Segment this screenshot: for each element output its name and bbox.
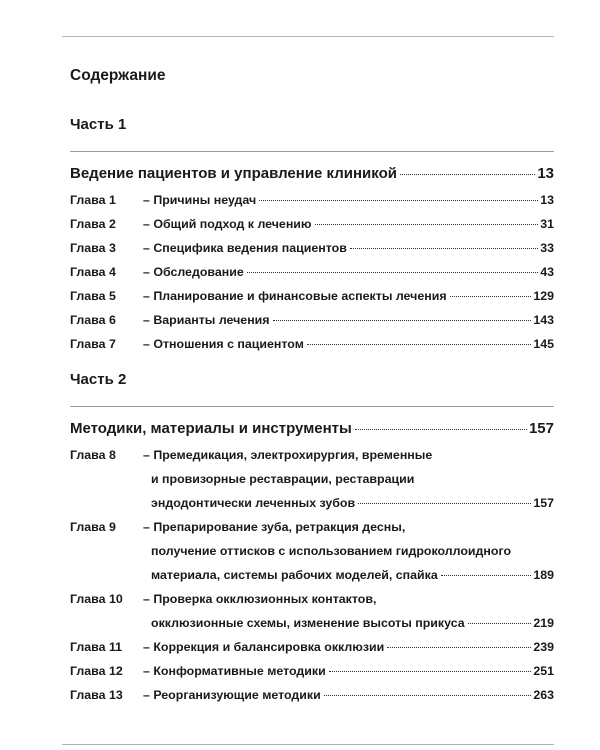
- chapter-title-line: [143, 467, 554, 491]
- part-heading: Часть 2: [70, 371, 127, 388]
- chapter-page-number: 13: [540, 193, 554, 207]
- chapter-title-text: – Планирование и финансовые аспекты лечения: [143, 289, 447, 303]
- chapter-entry: [70, 212, 554, 236]
- chapter-page-number: 239: [533, 640, 554, 654]
- chapter-title-line: [143, 563, 554, 587]
- chapter-body: [143, 188, 554, 212]
- chapter-title-text: получение оттисков с использованием гидроколлоидного: [151, 544, 512, 558]
- chapter-title-text: – Премедикация, электрохирургия, временные: [143, 448, 433, 462]
- dot-leader: [324, 695, 532, 696]
- chapter-title-line: [143, 539, 554, 563]
- dot-leader: [450, 296, 532, 297]
- part-1: [70, 115, 554, 356]
- chapter-title-line: [143, 284, 554, 308]
- dot-leader: [259, 200, 538, 201]
- chapter-entry: [70, 332, 554, 356]
- chapter-label: Глава 9: [70, 520, 116, 534]
- chapter-label: Глава 11: [70, 640, 123, 654]
- chapter-title-line: [143, 236, 554, 260]
- chapter-title-line: [143, 212, 554, 236]
- chapter-label: Глава 2: [70, 217, 116, 231]
- chapter-label: Глава 13: [70, 688, 123, 702]
- part-heading: Часть 1: [70, 116, 127, 133]
- chapter-entry: [70, 308, 554, 332]
- chapter-title-text: окклюзионные схемы, изменение высоты прикуса: [151, 616, 465, 630]
- section-entry: [70, 163, 554, 184]
- chapter-title-text: – Отношения с пациентом: [143, 337, 304, 351]
- section-title: Ведение пациентов и управление клиникой: [70, 165, 397, 182]
- chapter-title-text: и провизорные реставрации, реставрации: [151, 472, 415, 486]
- chapter-entry: [70, 236, 554, 260]
- chapter-entry: [70, 284, 554, 308]
- chapter-title-line: [143, 491, 554, 515]
- chapter-page-number: 129: [533, 289, 554, 303]
- chapter-title-line: [143, 308, 554, 332]
- section-title: Методики, материалы и инструменты: [70, 420, 352, 437]
- chapter-title-line: [143, 635, 554, 659]
- chapter-title-line: [143, 332, 554, 356]
- chapter-title-line: [143, 659, 554, 683]
- chapter-title-line: [143, 188, 554, 212]
- top-rule: [62, 36, 554, 37]
- chapter-title-text: эндодонтически леченных зубов: [151, 496, 356, 510]
- page-title: Содержание: [70, 67, 166, 84]
- chapter-page-number: 263: [533, 688, 554, 702]
- dot-leader: [307, 344, 531, 345]
- chapter-title-text: материала, системы рабочих моделей, спайка: [151, 568, 438, 582]
- chapter-body: [143, 284, 554, 308]
- chapter-page-number: 251: [533, 664, 554, 678]
- chapter-label: Глава 12: [70, 664, 123, 678]
- chapter-title-text: – Специфика ведения пациентов: [143, 241, 347, 255]
- chapter-page-number: 33: [540, 241, 554, 255]
- chapter-page-number: 145: [533, 337, 554, 351]
- chapter-entry: [70, 659, 554, 683]
- chapter-title-line: [143, 683, 554, 707]
- chapter-label: Глава 8: [70, 448, 116, 462]
- chapter-body: [143, 260, 554, 284]
- chapter-label: Глава 1: [70, 193, 116, 207]
- chapter-title-text: – Проверка окклюзионных контактов,: [143, 592, 377, 606]
- dot-leader: [387, 647, 531, 648]
- part-separator: [70, 406, 554, 407]
- chapter-label: Глава 4: [70, 265, 116, 279]
- chapter-entry: [70, 587, 554, 635]
- dot-leader: [468, 623, 532, 624]
- chapter-title-text: – Реорганизующие методики: [143, 688, 321, 702]
- chapter-list: [70, 188, 554, 356]
- chapter-title-text: – Препарирование зуба, ретракция десны,: [143, 520, 406, 534]
- chapter-title-text: – Конформативные методики: [143, 664, 326, 678]
- chapter-label: Глава 3: [70, 241, 116, 255]
- dot-leader: [273, 320, 532, 321]
- chapter-page-number: 31: [540, 217, 554, 231]
- dot-leader: [400, 174, 535, 175]
- chapter-entry: [70, 683, 554, 707]
- section-page-number: 13: [537, 165, 554, 182]
- chapter-title-line: [143, 611, 554, 635]
- chapter-title-line: [143, 260, 554, 284]
- chapter-title-line: [143, 515, 554, 539]
- chapter-entry: [70, 260, 554, 284]
- chapter-body: [143, 308, 554, 332]
- dot-leader: [329, 671, 532, 672]
- chapter-body: [143, 236, 554, 260]
- dot-leader: [358, 503, 531, 504]
- part-separator: [70, 151, 554, 152]
- chapter-title-line: [143, 443, 554, 467]
- chapter-list: [70, 443, 554, 707]
- chapter-page-number: 43: [540, 265, 554, 279]
- chapter-title-text: – Общий подход к лечению: [143, 217, 312, 231]
- chapter-body: [143, 212, 554, 236]
- section-page-number: 157: [528, 420, 554, 437]
- part-2: [70, 370, 554, 707]
- chapter-entry: [70, 635, 554, 659]
- chapter-body: [143, 635, 554, 659]
- dot-leader: [441, 575, 532, 576]
- chapter-title-text: – Коррекция и балансировка окклюзии: [143, 640, 385, 654]
- chapter-page-number: 143: [533, 313, 554, 327]
- chapter-body: [143, 683, 554, 707]
- chapter-label: Глава 7: [70, 337, 116, 351]
- chapter-page-number: 219: [533, 616, 554, 630]
- chapter-label: Глава 5: [70, 289, 116, 303]
- bottom-rule: [62, 744, 554, 745]
- chapter-entry: [70, 515, 554, 587]
- dot-leader: [315, 224, 539, 225]
- chapter-entry: [70, 443, 554, 515]
- section-entry: [70, 418, 554, 439]
- dot-leader: [350, 248, 538, 249]
- chapter-label: Глава 10: [70, 592, 123, 606]
- dot-leader: [355, 429, 527, 430]
- chapter-body: [143, 515, 554, 587]
- chapter-page-number: 157: [533, 496, 554, 510]
- dot-leader: [247, 272, 538, 273]
- chapter-body: [143, 659, 554, 683]
- chapter-body: [143, 587, 554, 635]
- chapter-title-text: – Причины неудач: [143, 193, 257, 207]
- chapter-label: Глава 6: [70, 313, 116, 327]
- chapter-body: [143, 332, 554, 356]
- chapter-title-text: – Обследование: [143, 265, 244, 279]
- chapter-title-text: – Варианты лечения: [143, 313, 270, 327]
- chapter-body: [143, 443, 554, 515]
- chapter-page-number: 189: [533, 568, 554, 582]
- chapter-title-line: [143, 587, 554, 611]
- chapter-entry: [70, 188, 554, 212]
